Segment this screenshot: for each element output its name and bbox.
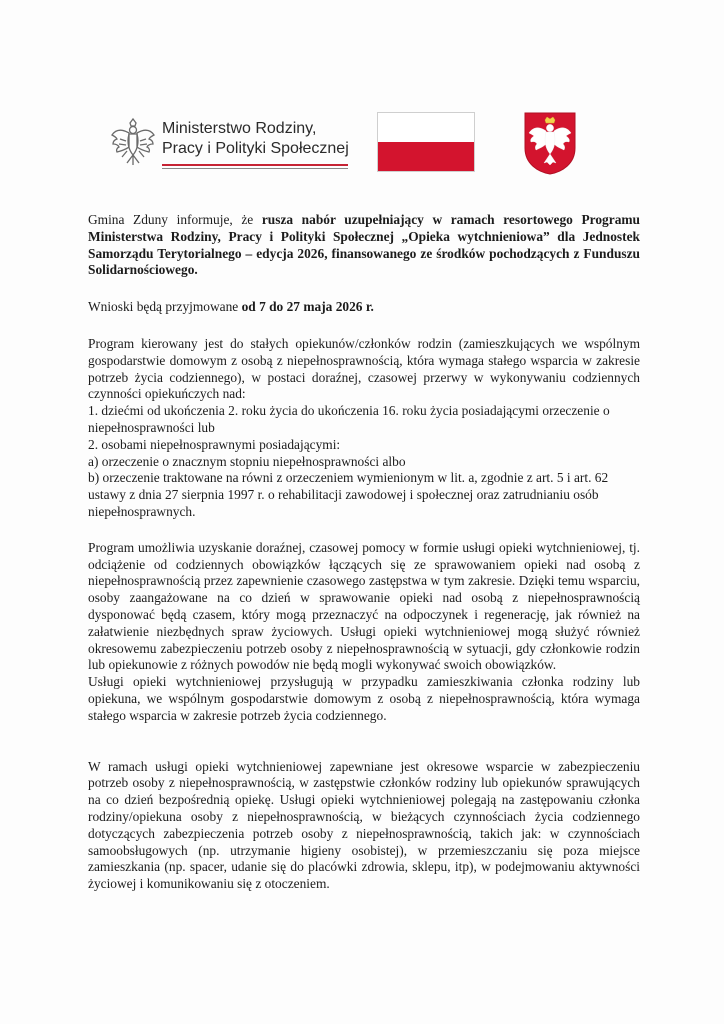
program-paragraph: Program kierowany jest do stałych opiekunów/członków rodzin (zamieszkujących we wspólnym gospodarstwie domowym z osobą z niepełnosprawnością, która wymaga stałego wsparcia w zakresie potrzeb życia codziennego), w postaci doraźnej, czasowej przerwy w wykonywaniu codziennych czynności opiekuńczych nad: (88, 335, 640, 402)
announcement-body (88, 212, 640, 893)
letterhead (0, 0, 724, 190)
purpose-paragraph-2: Usługi opieki wytchnieniowej przysługują w przypadku zamieszkiwania członka rodziny lub opiekuna, we wspólnym gospodarstwie domowym z osobą z niepełnosprawnością, która wymaga stałego wsparcia w zakresie potrzeb życia codziennego. (88, 674, 640, 723)
ministry-name-line2: Pracy i Polityki Społecznej (162, 140, 349, 157)
dates-lead: Wnioski będą przyjmowane (88, 299, 242, 315)
list-item: 2. osobami niepełnosprawnymi posiadającymi: (88, 436, 341, 452)
ministry-name (162, 119, 349, 159)
eagle-emblem-icon (108, 117, 158, 169)
list-item: 1. dziećmi od ukończenia 2. roku życia do ukończenia 16. roku życia posiadającymi orzeczenie o niepełnosprawności lub (88, 403, 610, 435)
dates-paragraph (88, 299, 640, 316)
services-paragraph: W ramach usługi opieki wytchnieniowej zapewniane jest okresowe wsparcie w zabezpieczeniu potrzeb osoby z niepełnosprawnością, w zastępstwie członków rodziny lub opiekunów sprawujących na co dzień bezpośrednią opiekę. Usługi opieki wytchnieniowej polegają na zastępowaniu członka rodziny/opiekuna osoby z niepełnosprawnością, w bieżących czynnościach życia codziennego dotyczących zabezpieczenia potrzeb osoby z niepełnosprawnością, takich jak: w czynnościach samoobsługowych (np. utrzymanie higieny osobistej), w przemieszczaniu się poza miejsce zamieszkania (np. spacer, udanie się do placówki zdrowia, sklepu, itp), w podejmowaniu aktywności życiowej i komunikowaniu się z otoczeniem. (88, 758, 640, 892)
flag-red-stripe (378, 142, 474, 171)
list-item: a) orzeczenie o znacznym stopniu niepełnosprawności albo (88, 453, 406, 469)
intro-paragraph (88, 212, 640, 279)
ministry-underline (162, 164, 348, 170)
ministry-name-line1: Ministerstwo Rodziny, (162, 120, 317, 137)
polish-flag (377, 112, 475, 172)
list-item: b) orzeczenie traktowane na równi z orzeczeniem wymienionym w lit. a, zgodnie z art. 5 i art. 62 ustawy z dnia 27 sierpnia 1997 r. o rehabilitacji zawodowej i społecznej oraz zatrudnianiu osób niepełnosprawnych. (88, 470, 609, 519)
dates-bold: od 7 do 27 maja 2026 r. (241, 299, 374, 315)
purpose-paragraph-1: Program umożliwia uzyskanie doraźnej, czasowej pomocy w formie usługi opieki wytchnieniowej, tj. odciążenie od codziennych obowiązków łączących się ze sprawowaniem opieki nad osobą z niepełnosprawnością przez zapewnienie czasowego zastępstwa w tym zakresie. Dzięki temu wsparciu, osoby zaangażowane na co dzień w sprawowanie opieki nad osobą z niepełnosprawnością dysponować będą czasem, który mogą przeznaczyć na odpoczynek i regenerację, jak również na załatwienie niezbędnych spraw życiowych. Usługi opieki wytchnieniowej mogą służyć również okresowemu zabezpieczeniu potrzeb osoby z niepełnosprawnością w sytuacji, gdy członkowie rodzin lub opiekunowie z różnych powodów nie będą mogli wykonywać swoich obowiązków. (88, 539, 640, 673)
flag-white-stripe (378, 113, 474, 142)
intro-lead: Gmina Zduny informuje, że (88, 212, 262, 227)
program-list (88, 403, 640, 521)
coat-of-arms-icon (522, 110, 578, 176)
intro-bold: rusza nabór uzupełniający w ramach resortowego Programu Ministerstwa Rodziny, Pracy i Polityki Społecznej „Opieka wytchnieniowa” dla Jednostek Samorządu Terytorialnego – edycja 2026, finansowanego ze środków pochodzących z Funduszu Solidarnościowego. (88, 212, 640, 278)
